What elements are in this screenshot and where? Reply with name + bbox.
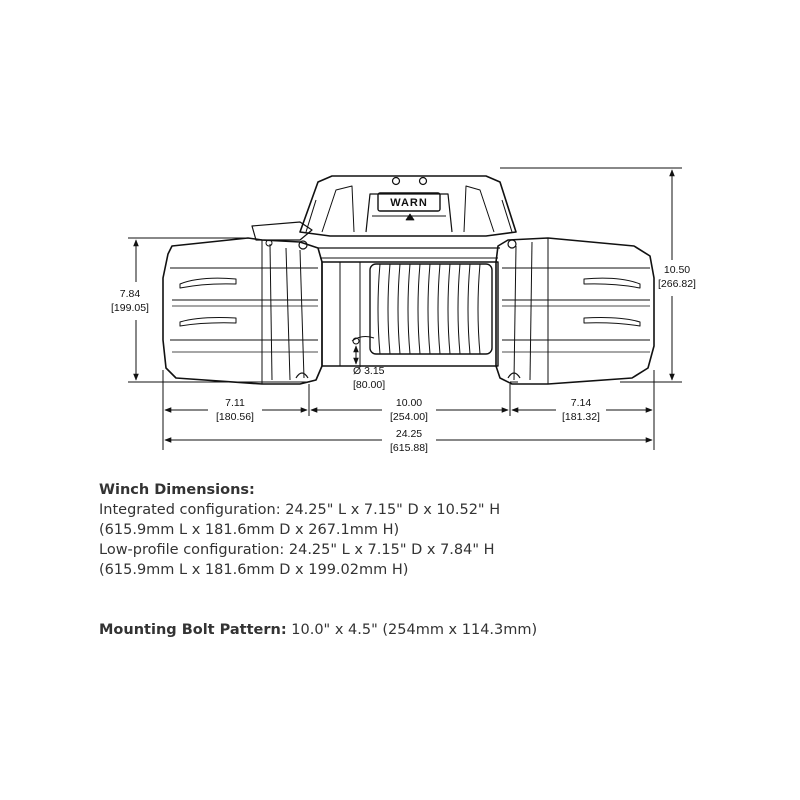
winch-dimensions-heading: Winch Dimensions:	[99, 482, 255, 498]
right-width-inches: 7.14	[570, 397, 592, 409]
total-width-inches: 24.25	[395, 428, 423, 440]
height-low-mm: [199.05]	[111, 302, 149, 314]
center-width-inches: 10.00	[395, 397, 423, 409]
left-width-inches: 7.11	[225, 397, 245, 409]
left-motor-housing	[163, 238, 322, 384]
height-high-mm: [266.82]	[658, 278, 696, 290]
left-width-mm: [180.56]	[216, 411, 254, 423]
brand-logo: WARN	[390, 197, 428, 209]
right-width-mm: [181.32]	[562, 411, 600, 423]
low-profile-config-metric: (615.9mm L x 181.6mm D x 199.02mm H)	[99, 562, 409, 578]
drum-diameter-inches: Ø 3.15	[353, 365, 385, 377]
integrated-config-line: Integrated configuration: 24.25" L x 7.15" D x 10.52" H	[99, 502, 501, 518]
mounting-bolt-label: Mounting Bolt Pattern:	[99, 622, 287, 638]
integrated-config-metric: (615.9mm L x 181.6mm D x 267.1mm H)	[99, 522, 400, 538]
center-width-mm: [254.00]	[390, 411, 428, 423]
height-low-inches: 7.84	[119, 288, 141, 300]
specifications	[99, 480, 739, 640]
right-gear-housing	[496, 238, 654, 384]
low-profile-config-line: Low-profile configuration: 24.25" L x 7.15" D x 7.84" H	[99, 542, 495, 558]
mounting-bolt-value: 10.0" x 4.5" (254mm x 114.3mm)	[286, 622, 538, 638]
height-high-inches: 10.50	[663, 264, 691, 276]
total-width-mm: [615.88]	[390, 442, 428, 454]
drum-diameter-mm: [80.00]	[353, 379, 386, 391]
mounting-bolt-pattern	[99, 620, 739, 640]
